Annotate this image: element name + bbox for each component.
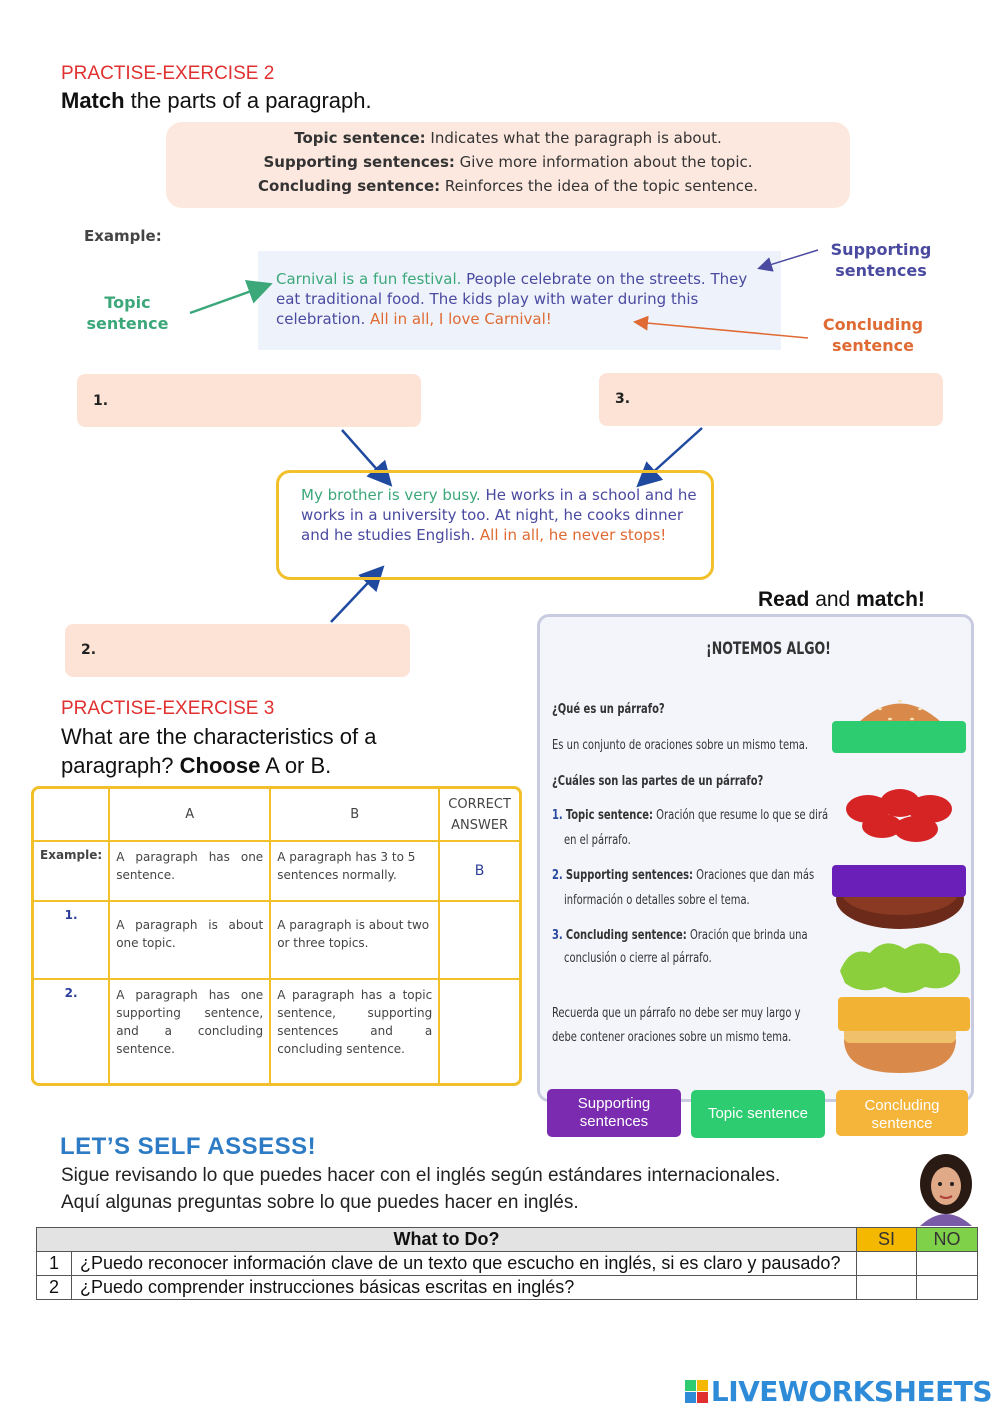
definition-supporting: Supporting sentences: Give more information about the topic. bbox=[263, 153, 753, 171]
answer-cell-2[interactable] bbox=[439, 979, 519, 1083]
example-concluding-sentence: All in all, I love Carnival! bbox=[365, 310, 552, 328]
answer-no-1[interactable] bbox=[917, 1252, 978, 1276]
example-supporting-sentences: People celebrate on the streets. They eat traditional food. The kids play with water during this celebration. bbox=[276, 270, 748, 328]
label-topic-sentence: Topic sentence bbox=[86, 293, 169, 333]
answer-box-2[interactable]: 2. bbox=[65, 624, 410, 677]
definition-topic: Topic sentence: Indicates what the paragraph is about. bbox=[294, 129, 722, 147]
notemos-algo-panel: ¡NOTEMOS ALGO! ¿Qué es un párrafo? Es un conjunto de oraciones sobre un mismo tema. ¿Cuáles son las partes de un párrafo? 1. Topic sentence: Oración que resume lo que se dirá en el párrafo. 2. Supporting sentences: Oraciones que dan más información o detalles sobre el tema. 3. Concluding sentence: Oración que brinda una conclusión o cierre al párrafo. Recuerda que un párrafo no debe ser muy largo y debe contener oraciones sobre un mismo tema. bbox=[537, 614, 974, 1102]
logo-icon bbox=[685, 1380, 709, 1404]
arrow-concluding bbox=[636, 322, 808, 338]
drop-slot-top[interactable] bbox=[832, 721, 966, 753]
arrow-supporting bbox=[760, 250, 818, 268]
answer-box-1[interactable]: 1. bbox=[77, 374, 421, 427]
header-si: SI bbox=[857, 1228, 917, 1252]
drag-tile-topic-sentence[interactable]: Topic sentence bbox=[691, 1090, 825, 1138]
liveworksheets-logo: LIVEWORKSHEETS bbox=[685, 1375, 992, 1408]
drop-slot-bottom[interactable] bbox=[838, 997, 970, 1031]
self-assess-table bbox=[36, 1227, 978, 1300]
panel-title: ¡NOTEMOS ALGO! bbox=[706, 639, 831, 659]
table-row: 1 ¿Puedo reconocer información clave de un texto que escucho en inglés, si es claro y pausado? bbox=[37, 1252, 978, 1276]
header-a: A bbox=[109, 789, 270, 841]
paragraph-supporting-sentences: He works in a school and he works in a university too. At night, he cooks dinner and he studies English. bbox=[301, 486, 697, 544]
assess-header-row bbox=[37, 1228, 978, 1252]
label-concluding-sentence: Concluding sentence bbox=[822, 315, 924, 355]
table-row: 2 ¿Puedo comprender instrucciones básicas escritas en inglés? bbox=[37, 1276, 978, 1300]
drag-tile-concluding-sentence[interactable]: Concluding sentence bbox=[836, 1090, 968, 1136]
answer-cell-1[interactable] bbox=[439, 901, 519, 979]
drop-slot-middle[interactable] bbox=[832, 865, 966, 897]
self-assess-line2: Aquí algunas preguntas sobre lo que puedes hacer en inglés. bbox=[61, 1192, 579, 1213]
table-row: 2. A paragraph has one supporting sentence, and a concluding sentence. A paragraph has a topic sentence, supporting sentences and a concluding sentence. bbox=[34, 979, 519, 1083]
example-topic-sentence: Carnival is a fun festival. bbox=[276, 270, 462, 288]
teacher-avatar-icon bbox=[912, 1150, 978, 1226]
table-row: 1. A paragraph is about one topic. A paragraph is about two or three topics. bbox=[34, 901, 519, 979]
header-what-to-do: What to Do? bbox=[37, 1228, 857, 1252]
self-assess-line1: Sigue revisando lo que puedes hacer con el inglés según estándares internacionales. bbox=[61, 1165, 781, 1186]
table-row: Example: A paragraph has one sentence. A paragraph has 3 to 5 sentences normally. B bbox=[34, 841, 519, 901]
paragraph-concluding-sentence: All in all, he never stops! bbox=[475, 526, 667, 544]
bottom-bun-icon bbox=[844, 1039, 956, 1073]
label-supporting-sentences: Supporting sentences bbox=[830, 240, 932, 280]
answer-si-1[interactable] bbox=[857, 1252, 917, 1276]
example-label: Example: bbox=[84, 227, 162, 245]
self-assess-title: LET’S SELF ASSESS! bbox=[60, 1133, 317, 1160]
drag-tile-supporting-sentences[interactable]: Supporting sentences bbox=[547, 1089, 681, 1137]
paragraph-topic-sentence: My brother is very busy. bbox=[301, 486, 481, 504]
exercise3-question: What are the characteristics of a paragraph? Choose A or B. bbox=[61, 724, 377, 778]
arrow-topic bbox=[190, 285, 268, 313]
exercise2-instruction: Match the parts of a paragraph. bbox=[61, 88, 372, 113]
exercise2-title: PRACTISE-EXERCISE 2 bbox=[61, 63, 275, 84]
answer-cell: B bbox=[439, 841, 519, 901]
header-empty bbox=[34, 789, 109, 841]
answer-box-3[interactable]: 3. bbox=[599, 373, 943, 426]
header-b: B bbox=[270, 789, 439, 841]
definition-concluding: Concluding sentence: Reinforces the idea of the topic sentence. bbox=[258, 177, 758, 195]
match-paragraph bbox=[276, 470, 714, 580]
characteristics-table bbox=[31, 786, 522, 1086]
answer-no-2[interactable] bbox=[917, 1276, 978, 1300]
header-no: NO bbox=[917, 1228, 978, 1252]
tomato-icon bbox=[846, 789, 952, 842]
header-correct-answer: CORRECT ANSWER bbox=[439, 789, 519, 841]
read-match-heading: Read and match! bbox=[758, 588, 925, 611]
answer-si-2[interactable] bbox=[857, 1276, 917, 1300]
table-header-row bbox=[34, 789, 519, 841]
exercise3-title: PRACTISE-EXERCISE 3 bbox=[61, 698, 275, 719]
lettuce-icon bbox=[840, 943, 960, 993]
